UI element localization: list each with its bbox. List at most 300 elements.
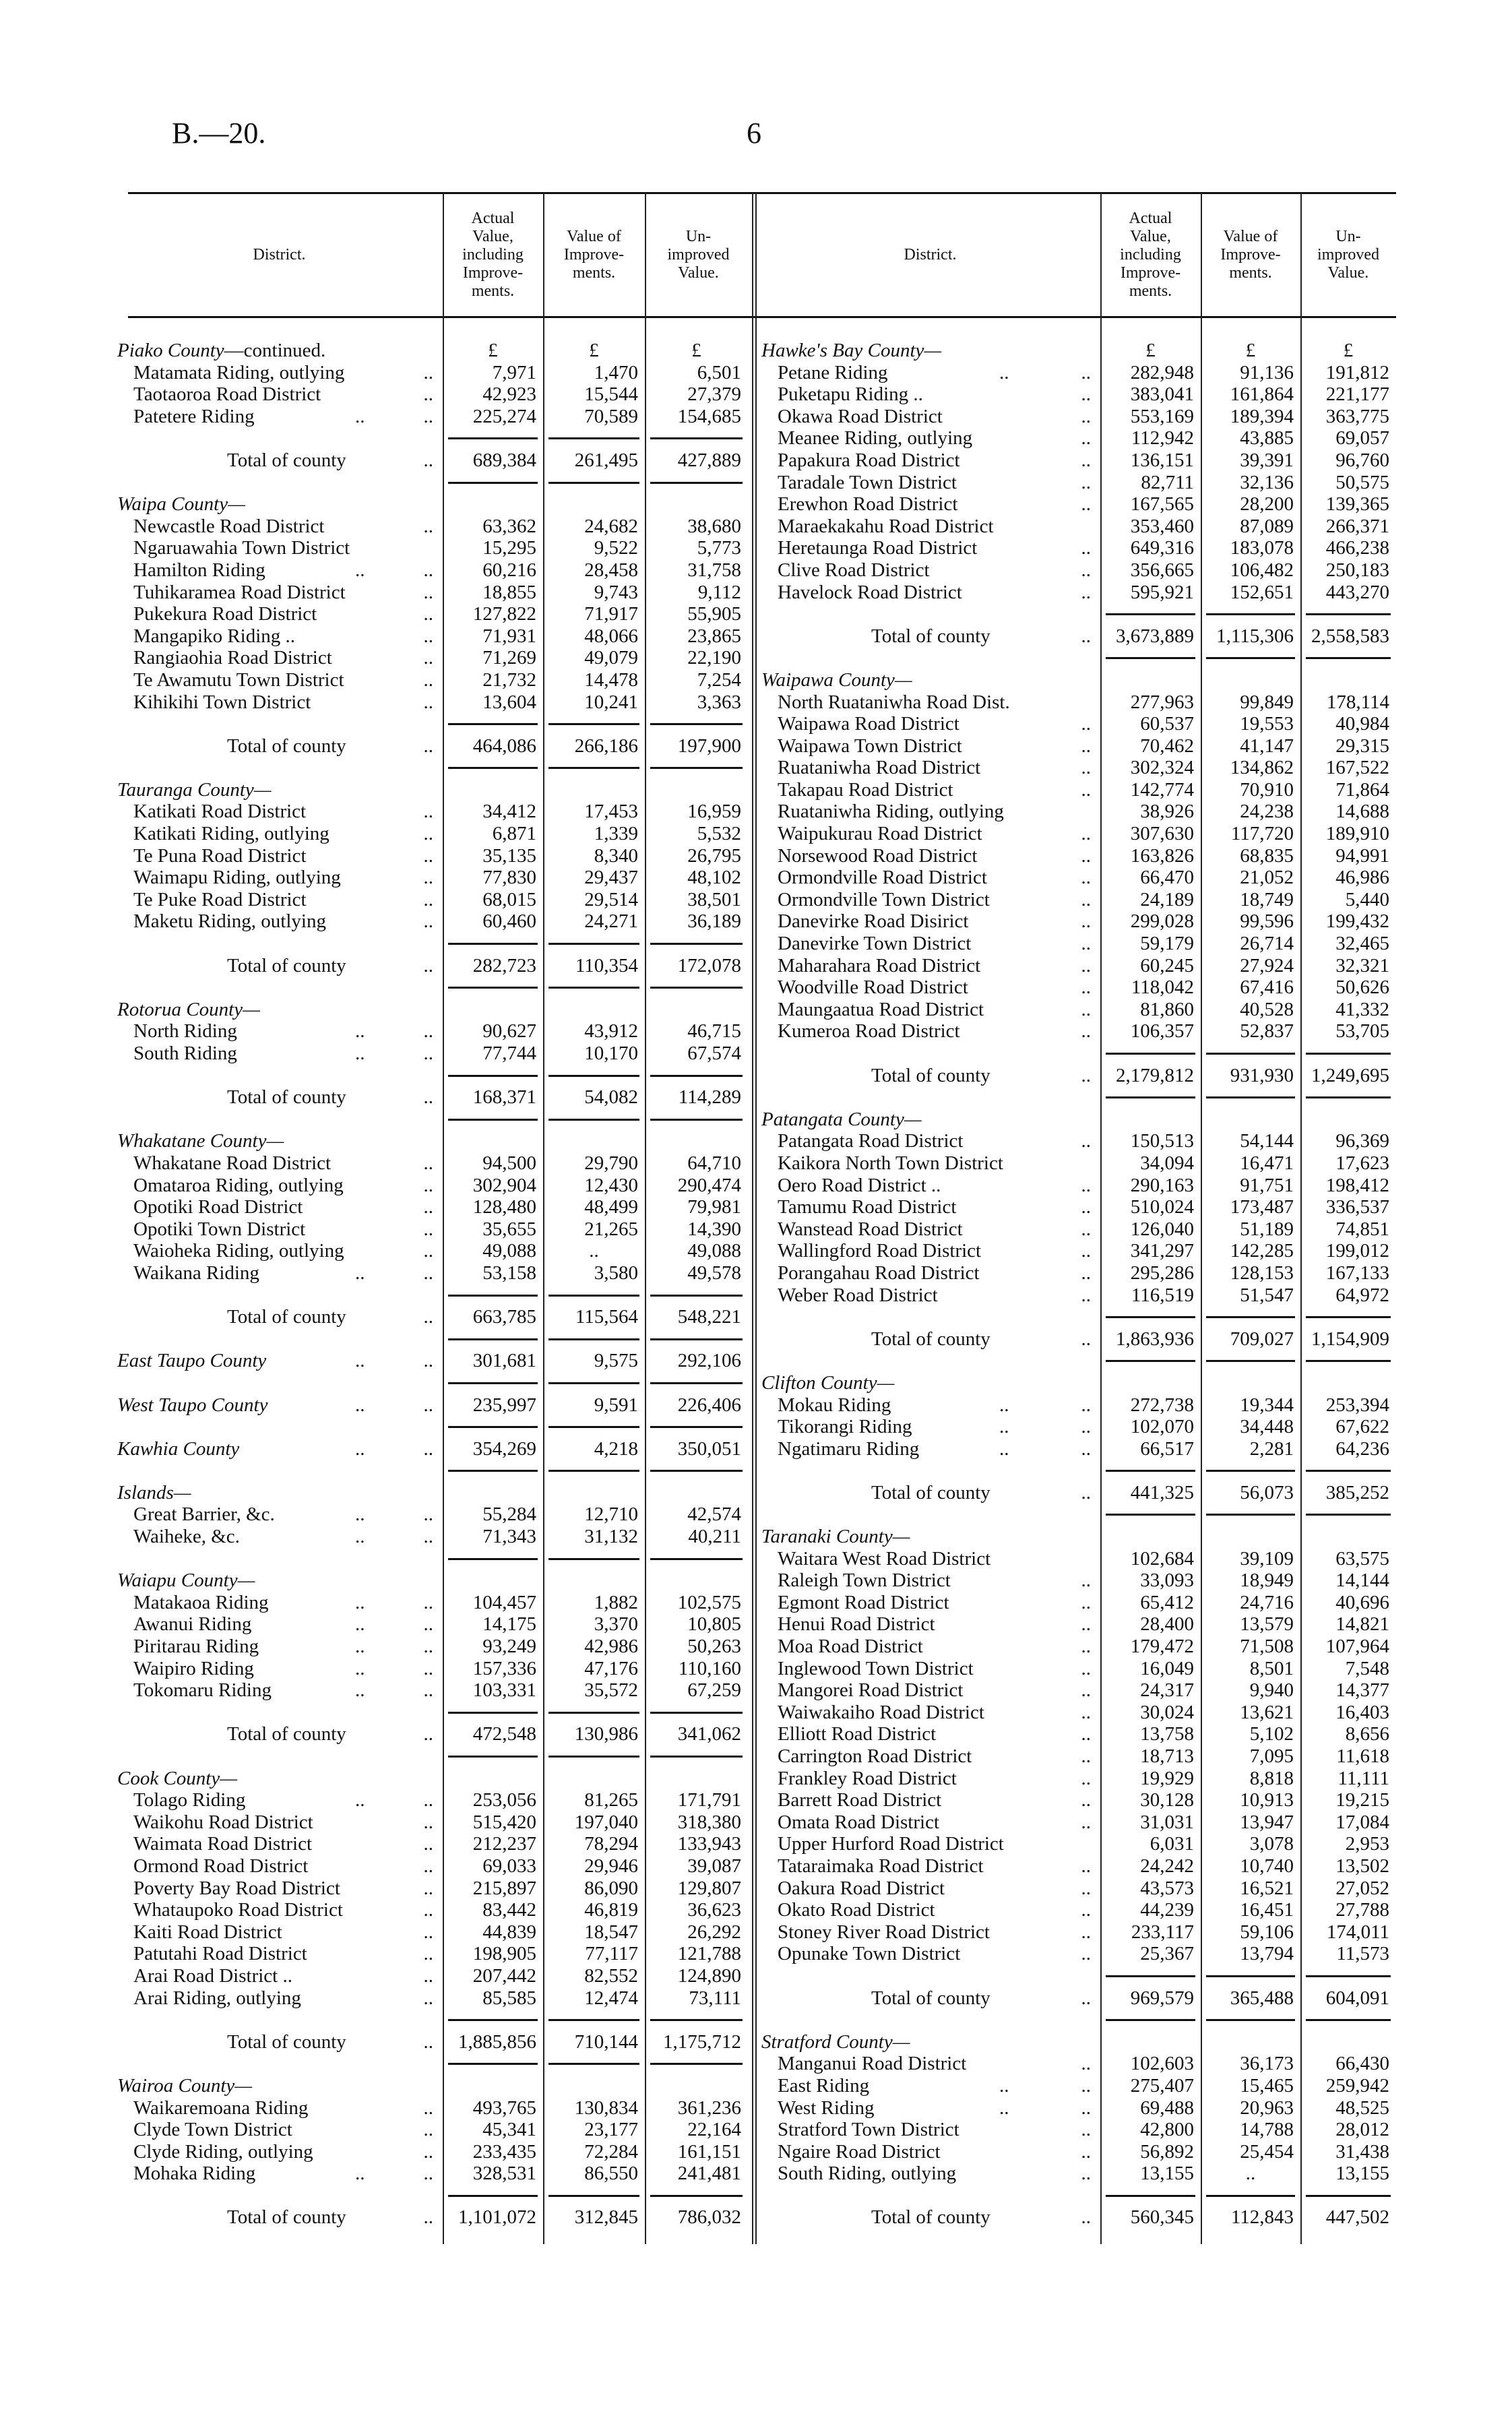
empty-cell — [645, 1702, 748, 1724]
rule-row — [760, 2185, 1396, 2207]
unimproved-value: 96,369 — [1335, 1130, 1389, 1152]
district-name: Oakura Road District — [778, 1877, 945, 1899]
district-name: Okato Road District — [778, 1899, 935, 1921]
actual-value: 24,189 — [1140, 888, 1194, 910]
table-row — [760, 1130, 1396, 1152]
improvements-value: 43,912 — [584, 1020, 638, 1043]
improvements-value: 41,147 — [1240, 735, 1294, 757]
district-cell — [116, 1130, 443, 1152]
leader-dots: .. — [423, 1591, 433, 1613]
improvements-value: 20,963 — [1240, 2097, 1294, 2119]
district-cell — [116, 1240, 443, 1262]
unimproved-value: 46,986 — [1335, 867, 1389, 889]
district-cell — [760, 1262, 1100, 1284]
improvements-value: 134,862 — [1230, 757, 1294, 779]
unimproved-value: 5,532 — [697, 823, 741, 845]
district-name: Te Awamutu Town District — [133, 669, 344, 691]
district-cell — [760, 713, 1100, 735]
leader-dots: .. — [1081, 933, 1091, 955]
total-row — [116, 1306, 748, 1328]
table-row — [116, 603, 748, 625]
district-name: Te Puke Road District — [133, 888, 307, 910]
improvements-value: 18,547 — [584, 1921, 638, 1943]
improvements-value: 99,596 — [1240, 910, 1294, 933]
improvements-value: 365,488 — [1230, 1987, 1294, 2009]
table-row — [116, 823, 748, 845]
table-row — [760, 1196, 1396, 1218]
district-cell — [760, 1745, 1100, 1768]
improvements-value: 25,454 — [1240, 2140, 1294, 2163]
unimproved-value: 23,865 — [687, 625, 741, 647]
leader-dots: .. — [1081, 537, 1091, 559]
improvements-value: 48,066 — [584, 625, 638, 647]
table-top-rule — [128, 192, 1396, 194]
actual-value: 356,665 — [1130, 559, 1194, 581]
unimproved-value: 94,991 — [1335, 844, 1389, 867]
column-header-line: Value. — [1327, 263, 1369, 282]
rule-row — [760, 1503, 1396, 1526]
empty-cell — [443, 713, 543, 735]
empty-cell — [443, 1702, 543, 1724]
district-name: Ormondville Road District — [778, 867, 987, 889]
empty-cell — [645, 976, 748, 999]
left-table-body — [116, 340, 748, 2229]
county-heading — [760, 669, 1396, 691]
actual-value: 354,269 — [472, 1437, 536, 1460]
district-name: South Riding — [133, 1043, 237, 1064]
table-row — [760, 1218, 1396, 1241]
unimproved-value: 318,380 — [677, 1811, 741, 1833]
district-cell — [760, 1526, 1100, 1548]
column-header-line: Value of — [567, 227, 621, 245]
actual-value: 198,905 — [472, 1943, 536, 1965]
district-cell — [760, 2097, 1100, 2119]
empty-cell — [645, 1130, 748, 1152]
table-row — [116, 1503, 748, 1526]
unimproved-value: 3,363 — [697, 691, 741, 713]
leader-dots: .. — [423, 1921, 433, 1943]
district-cell — [760, 1416, 1100, 1438]
improvements-value: 161,864 — [1230, 383, 1294, 406]
county-name: Waiapu County— — [117, 1570, 255, 1592]
county-name: Taranaki County— — [761, 1526, 910, 1548]
district-cell — [116, 1570, 443, 1592]
unimproved-value: 27,379 — [687, 383, 741, 406]
leader-dots: .. — [423, 1855, 433, 1877]
table-row — [760, 735, 1396, 757]
table-row — [116, 889, 748, 911]
improvements-value: 1,470 — [594, 361, 638, 383]
district-cell — [760, 1372, 1100, 1394]
leader-dots: .. — [423, 647, 433, 669]
table-row — [760, 889, 1396, 911]
district-name: Whakatane Road District — [133, 1152, 332, 1174]
empty-cell — [1300, 1043, 1396, 1065]
improvements-value: 29,514 — [584, 888, 638, 910]
actual-value: 83,442 — [482, 1899, 536, 1921]
leader-dots: .. — [1081, 1767, 1091, 1789]
district-cell — [116, 1636, 443, 1658]
currency-symbol: £ — [488, 340, 498, 361]
actual-value: 55,284 — [482, 1503, 536, 1526]
empty-cell — [1300, 1350, 1396, 1372]
table-row — [760, 2097, 1396, 2119]
unimproved-value: 32,465 — [1335, 933, 1389, 955]
actual-value: 30,024 — [1140, 1701, 1194, 1723]
table-row — [116, 625, 748, 648]
leader-dots: .. — [1081, 867, 1091, 889]
district-cell — [760, 1855, 1100, 1878]
empty-cell — [1201, 647, 1300, 669]
rule-row — [760, 1350, 1396, 1372]
actual-value: 301,681 — [472, 1350, 536, 1372]
leader-dots: .. — [1081, 2140, 1091, 2163]
column-header-district — [116, 195, 443, 314]
district-name: Clive Road District — [778, 559, 930, 581]
unimproved-value: 28,012 — [1335, 2119, 1389, 2141]
empty-cell — [1300, 1460, 1396, 1482]
district-cell — [760, 1789, 1100, 1811]
county-name: East Taupo County — [117, 1350, 267, 1372]
unimproved-value: 259,942 — [1325, 2074, 1389, 2097]
rule-row — [116, 1745, 748, 1768]
actual-value: 1,863,936 — [1116, 1328, 1194, 1350]
unimproved-value: 189,910 — [1325, 823, 1389, 845]
county-name: Waipawa County— — [761, 669, 912, 691]
table-row — [116, 1592, 748, 1614]
county-name: Stratford County— — [761, 2030, 910, 2053]
actual-value: 510,024 — [1130, 1196, 1194, 1218]
county-heading — [116, 779, 748, 801]
unimproved-value: 14,390 — [687, 1218, 741, 1240]
unimproved-value: 5,440 — [1345, 888, 1389, 910]
unimproved-value: 69,057 — [1335, 427, 1389, 449]
table-row — [760, 1592, 1396, 1614]
rule-row — [116, 2185, 748, 2207]
leader-dots: .. — [423, 1503, 433, 1526]
district-name: Waipawa Town District — [778, 735, 962, 757]
column-header-line: ments. — [1229, 263, 1272, 282]
district-name: Patutahi Road District — [133, 1943, 307, 1965]
unimproved-value: 27,788 — [1335, 1899, 1389, 1921]
district-cell — [116, 516, 443, 538]
actual-value: 290,163 — [1130, 1174, 1194, 1196]
actual-value: 689,384 — [472, 449, 536, 471]
district-name: Kumeroa Road District — [778, 1020, 960, 1043]
table-row — [116, 1262, 748, 1284]
district-cell — [760, 582, 1100, 604]
table-row — [116, 2097, 748, 2119]
unimproved-value: 350,051 — [677, 1437, 741, 1460]
unimproved-value: 129,807 — [677, 1877, 741, 1899]
leader-dots: .. — [423, 2206, 433, 2229]
leader-dots: .. — [355, 559, 365, 581]
improvements-value: 78,294 — [584, 1833, 638, 1855]
improvements-value: 86,550 — [584, 2163, 638, 2185]
unimproved-value: 11,111 — [1337, 1767, 1389, 1789]
leader-dots: .. — [1081, 2206, 1091, 2229]
table-row — [116, 2163, 748, 2185]
district-cell — [116, 1833, 443, 1855]
empty-cell — [1300, 1109, 1396, 1131]
improvements-value: 9,940 — [1249, 1679, 1294, 1702]
district-name: East Riding — [778, 2074, 870, 2097]
district-cell — [760, 691, 1100, 714]
table-row — [116, 1899, 748, 1921]
rule-row — [116, 1702, 748, 1724]
district-cell — [116, 1768, 443, 1790]
district-name: Waimata Road District — [133, 1833, 313, 1855]
actual-value: 24,317 — [1140, 1679, 1194, 1702]
actual-value: 126,040 — [1130, 1218, 1194, 1240]
empty-cell — [645, 779, 748, 801]
empty-cell — [1201, 1306, 1300, 1328]
unimproved-value: 1,249,695 — [1311, 1064, 1389, 1086]
actual-value: 35,135 — [482, 844, 536, 867]
actual-value: 168,371 — [472, 1086, 536, 1109]
district-cell — [760, 1196, 1100, 1218]
unimproved-value: 14,821 — [1335, 1613, 1389, 1636]
leader-dots: .. — [1081, 844, 1091, 867]
improvements-value: 14,788 — [1240, 2119, 1294, 2141]
district-name: Newcastle Road District — [133, 515, 325, 537]
actual-value: 66,517 — [1140, 1437, 1194, 1460]
actual-value: 282,948 — [1130, 361, 1194, 383]
rule-row — [116, 976, 748, 999]
rule-row — [760, 1086, 1396, 1109]
leader-dots: .. — [423, 2163, 433, 2185]
improvements-value: 10,241 — [584, 691, 638, 713]
unimproved-value: 114,289 — [678, 1086, 741, 1109]
actual-value: 71,269 — [482, 647, 536, 669]
district-name: Patangata Road District — [778, 1130, 964, 1152]
empty-cell — [1300, 669, 1396, 691]
total-label: Total of county — [871, 1064, 990, 1086]
unimproved-value: 250,183 — [1325, 559, 1389, 581]
district-cell — [116, 1613, 443, 1636]
improvements-value: 7,095 — [1249, 1745, 1294, 1767]
actual-value: 43,573 — [1140, 1877, 1194, 1899]
unimproved-value: 9,112 — [697, 581, 741, 603]
improvements-value: 115,564 — [575, 1306, 638, 1328]
actual-value: 30,128 — [1140, 1789, 1194, 1811]
empty-cell — [1300, 1306, 1396, 1328]
rule-row — [116, 1460, 748, 1482]
district-cell — [760, 1833, 1100, 1855]
unimproved-value: 63,575 — [1335, 1547, 1389, 1570]
unimproved-value: 341,062 — [677, 1723, 741, 1745]
empty-cell — [1100, 669, 1201, 691]
total-row — [116, 449, 748, 472]
improvements-value: 197,040 — [574, 1811, 638, 1833]
district-name: Henui Road District — [778, 1613, 935, 1636]
district-name: Great Barrier, &c. — [133, 1503, 275, 1526]
empty-cell — [543, 493, 645, 516]
actual-value: 6,031 — [1149, 1833, 1194, 1855]
county-name: Piako County — [117, 340, 224, 361]
actual-value: 969,579 — [1130, 1987, 1194, 2009]
district-cell — [116, 1306, 443, 1328]
leader-dots: .. — [423, 1833, 433, 1855]
district-name: Arai Road District .. — [133, 1964, 292, 1987]
rule-row — [760, 1043, 1396, 1065]
improvements-value: .. — [589, 1240, 599, 1262]
empty-cell — [645, 1416, 748, 1438]
district-cell — [116, 845, 443, 867]
empty-cell — [1100, 1043, 1201, 1065]
district-cell — [760, 1613, 1100, 1636]
rule-row — [116, 933, 748, 955]
table-row — [760, 1020, 1396, 1043]
district-cell — [760, 1965, 1100, 1987]
empty-cell — [443, 1482, 543, 1504]
district-cell — [760, 1175, 1100, 1197]
empty-cell — [1201, 1965, 1300, 1987]
district-cell — [116, 757, 443, 779]
column-header-line: Value of — [1223, 227, 1278, 245]
leader-dots: .. — [1081, 1394, 1091, 1416]
table-row — [116, 1526, 748, 1548]
table-row — [760, 1175, 1396, 1197]
empty-cell — [443, 1328, 543, 1351]
improvements-value: 49,079 — [584, 647, 638, 669]
actual-value: 16,049 — [1140, 1657, 1194, 1679]
district-name: Kihikihi Town District — [133, 691, 311, 713]
district-cell — [116, 1350, 443, 1372]
table-row — [760, 1899, 1396, 1921]
empty-cell — [543, 933, 645, 955]
leader-dots: .. — [423, 1218, 433, 1240]
table-row — [116, 582, 748, 604]
total-label: Total of county — [871, 1987, 990, 2009]
empty-cell — [443, 1416, 543, 1438]
district-cell — [760, 1020, 1100, 1043]
district-cell — [116, 1438, 443, 1460]
leader-dots: .. — [1081, 1196, 1091, 1218]
improvements-value: 48,499 — [584, 1196, 638, 1218]
column-header-line: including — [462, 245, 524, 263]
table-row — [116, 1833, 748, 1855]
district-cell — [760, 669, 1100, 691]
improvements-value: 8,818 — [1249, 1767, 1294, 1789]
rule-row — [760, 647, 1396, 669]
leader-dots: .. — [1081, 361, 1091, 383]
total-row — [116, 1086, 748, 1109]
empty-cell — [1201, 1086, 1300, 1109]
empty-cell — [1100, 2009, 1201, 2031]
district-name: Takapau Road District — [778, 778, 953, 801]
column-header-actual — [443, 195, 543, 314]
table-row — [760, 1943, 1396, 1965]
improvements-value: 47,176 — [584, 1657, 638, 1679]
empty-cell — [1100, 603, 1201, 625]
county-name: Tauranga County— — [117, 778, 272, 801]
district-name: North Ruataniwha Road Dist. — [778, 691, 1010, 713]
leader-dots: .. — [423, 449, 433, 471]
improvements-value: 39,109 — [1240, 1547, 1294, 1570]
rule-row — [760, 603, 1396, 625]
district-cell — [116, 449, 443, 472]
empty-cell — [543, 2075, 645, 2097]
empty-cell — [443, 1548, 543, 1570]
total-label: Total of county — [227, 1306, 346, 1328]
leader-dots: .. — [423, 844, 433, 867]
unimproved-value: 154,685 — [677, 405, 741, 427]
total-label: Total of county — [871, 2206, 990, 2229]
actual-value: 493,765 — [472, 2097, 536, 2119]
empty-cell — [1201, 1503, 1300, 1526]
leader-dots: .. — [423, 669, 433, 691]
improvements-value: 142,285 — [1230, 1240, 1294, 1262]
table-row — [116, 516, 748, 538]
improvements-value: 86,090 — [584, 1877, 638, 1899]
district-cell — [760, 735, 1100, 757]
table-row — [760, 1284, 1396, 1307]
rule-row — [116, 1065, 748, 1087]
actual-value: 102,603 — [1130, 2053, 1194, 2075]
actual-value: 93,249 — [482, 1636, 536, 1658]
improvements-value: 312,845 — [574, 2206, 638, 2229]
improvements-value: 18,949 — [1240, 1570, 1294, 1592]
district-name: West Riding — [778, 2097, 875, 2119]
empty-cell — [543, 1328, 645, 1351]
unimproved-value: 50,575 — [1335, 471, 1389, 493]
unimproved-value: 2,953 — [1345, 1833, 1389, 1855]
column-header-line: ments. — [572, 263, 616, 282]
district-name: Ngaruawahia Town District — [133, 537, 350, 559]
empty-cell — [443, 1745, 543, 1768]
actual-value: 71,343 — [482, 1526, 536, 1548]
improvements-value: 931,930 — [1230, 1064, 1294, 1086]
leader-dots: .. — [1081, 1570, 1091, 1592]
district-cell — [760, 2185, 1100, 2207]
empty-cell — [1300, 2185, 1396, 2207]
leader-dots: .. — [355, 1437, 365, 1460]
improvements-value: 12,474 — [584, 1987, 638, 2009]
district-name: Ormond Road District — [133, 1855, 309, 1877]
district-name: Te Puna Road District — [133, 844, 307, 867]
table-row — [760, 582, 1396, 604]
column-header-district — [760, 195, 1100, 314]
actual-value: 31,031 — [1140, 1811, 1194, 1833]
table-row — [760, 2119, 1396, 2141]
table-row — [116, 910, 748, 933]
unimproved-value: 11,618 — [1336, 1745, 1389, 1767]
unimproved-value: 38,680 — [687, 515, 741, 537]
improvements-value: 70,910 — [1240, 778, 1294, 801]
improvements-value: 14,478 — [584, 669, 638, 691]
empty-cell — [543, 1416, 645, 1438]
leader-dots: .. — [355, 405, 365, 427]
column-header-unimproved — [645, 195, 752, 314]
empty-cell — [1100, 1965, 1201, 1987]
leader-dots: .. — [423, 1020, 433, 1043]
actual-value: 60,537 — [1140, 713, 1194, 735]
empty-cell — [543, 1745, 645, 1768]
leader-dots: .. — [1081, 1943, 1091, 1965]
leader-dots: .. — [423, 1350, 433, 1372]
leader-dots: .. — [423, 1262, 433, 1284]
empty-cell — [443, 493, 543, 516]
district-cell — [760, 1878, 1100, 1900]
actual-value: 102,070 — [1130, 1416, 1194, 1438]
unimproved-value: 14,688 — [1335, 801, 1389, 823]
unimproved-value: 14,144 — [1335, 1570, 1389, 1592]
improvements-value: 43,885 — [1240, 427, 1294, 449]
improvements-value: 13,579 — [1240, 1613, 1294, 1636]
empty-cell — [543, 1548, 645, 1570]
improvements-value: 35,572 — [584, 1679, 638, 1702]
